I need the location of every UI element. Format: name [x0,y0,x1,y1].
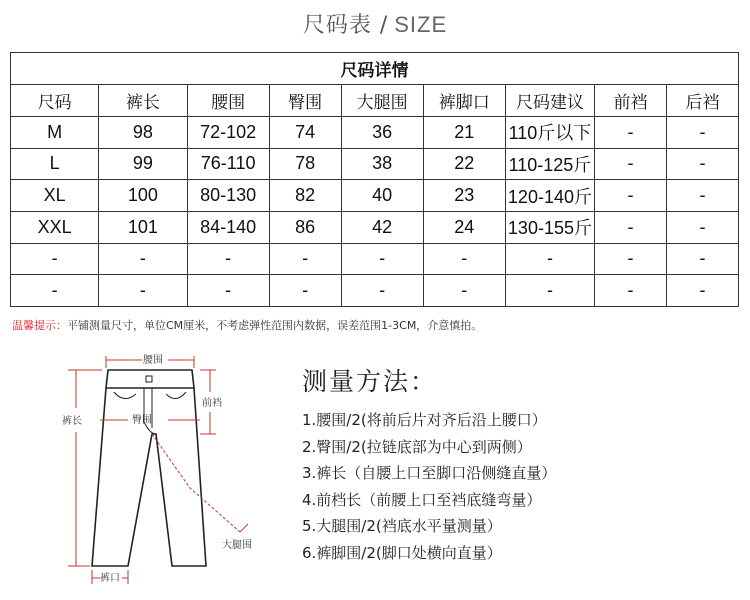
table-cell: 23 [423,180,505,212]
table-cell: - [505,243,594,275]
column-header: 前裆 [595,85,667,117]
method-list [302,410,556,569]
table-cell: XL [11,180,99,212]
table-cell: - [595,148,667,180]
table-cell: 22 [423,148,505,180]
table-cell: - [187,243,269,275]
table-cell: 72-102 [187,117,269,149]
table-row [11,180,739,212]
table-cell: - [505,275,594,307]
table-cell: 21 [423,117,505,149]
pants-diagram [40,348,270,593]
table-cell: - [99,243,187,275]
method-item: 1.腰围/2(将前后片对齐后沿上腰口） [302,411,547,429]
table-cell: 76-110 [187,148,269,180]
table-cell: 74 [269,117,341,149]
label-waist: 腰围 [143,355,163,366]
size-table [10,52,739,307]
table-cell: 110斤以下 [505,117,594,149]
table-cell: 120-140斤 [505,180,594,212]
table-cell: M [11,117,99,149]
table-cell: 99 [99,148,187,180]
table-cell: - [666,117,738,149]
title-en: SIZE [394,12,448,37]
column-header: 裤长 [99,85,187,117]
table-cell: - [666,243,738,275]
table-cell: - [595,211,667,243]
table-row [11,211,739,243]
title-cn: 尺码表 / [302,13,389,38]
label-front-rise: 前裆 [202,398,222,409]
table-cell: - [99,275,187,307]
label-hip: 臀围 [132,415,152,426]
tip-label: 温馨提示： [12,319,67,332]
method-item: 6.裤脚围/2(脚口处横向直量） [302,543,502,562]
method-item: 2.臀围/2(拉链底部为中心到两侧） [302,437,532,456]
column-header: 尺码 [11,85,99,117]
table-row [11,275,739,307]
method-item: 3.裤长（自腰上口至脚口沿侧缝直量） [302,464,557,482]
table-cell: 84-140 [187,211,269,243]
table-cell: - [187,275,269,307]
table-caption: 尺码详情 [11,53,739,85]
table-cell: 80-130 [187,180,269,212]
method-title: 测量方法： [302,367,438,396]
table-cell: 82 [269,180,341,212]
table-cell: - [595,275,667,307]
table-cell: 86 [269,211,341,243]
label-thigh: 大腿围 [222,540,252,551]
column-header: 臀围 [269,85,341,117]
table-row [11,117,739,149]
table-cell: - [666,148,738,180]
table-cell: - [595,243,667,275]
table-row [11,148,739,180]
column-header: 大腿围 [341,85,423,117]
table-cell: 40 [341,180,423,212]
column-header: 腰围 [187,85,269,117]
table-body [11,117,739,307]
table-cell: 101 [99,211,187,243]
table-cell: 130-155斤 [505,211,594,243]
page-title [0,8,750,39]
table-cell: - [666,211,738,243]
table-cell: - [666,275,738,307]
method-item: 5.大腿围/2(裆底水平量测量） [302,517,502,535]
table-cell: - [423,275,505,307]
method-item: 4.前档长（前腰上口至裆底缝弯量） [302,490,542,509]
tip-text: 平铺测量尺寸，单位CM厘米，不考虑弹性范围内数据，误差范围1-3CM，介意慎拍。 [67,319,483,332]
table-cell: - [666,180,738,212]
table-cell: - [11,243,99,275]
table-cell: - [341,275,423,307]
table-cell: 36 [341,117,423,149]
table-row [11,243,739,275]
table-cell: L [11,148,99,180]
table-cell: 42 [341,211,423,243]
table-cell: - [11,275,99,307]
table-cell: 38 [341,148,423,180]
column-header: 裤脚口 [423,85,505,117]
table-cell: - [341,243,423,275]
table-cell: 100 [99,180,187,212]
label-hem: 裤口 [100,573,120,584]
table-cell: 78 [269,148,341,180]
column-header: 后裆 [666,85,738,117]
table-cell: - [595,180,667,212]
dimension-lines [68,356,248,584]
table-cell: - [423,243,505,275]
column-header: 尺码建议 [505,85,594,117]
table-cell: - [595,117,667,149]
table-cell: - [269,275,341,307]
warm-tip [12,317,482,333]
table-header-row [11,85,739,117]
label-length: 裤长 [62,416,82,427]
table-cell: 110-125斤 [505,148,594,180]
table-cell: 24 [423,211,505,243]
table-cell: 98 [99,117,187,149]
table-cell: - [269,243,341,275]
pants-outline [92,370,206,566]
table-cell: XXL [11,211,99,243]
